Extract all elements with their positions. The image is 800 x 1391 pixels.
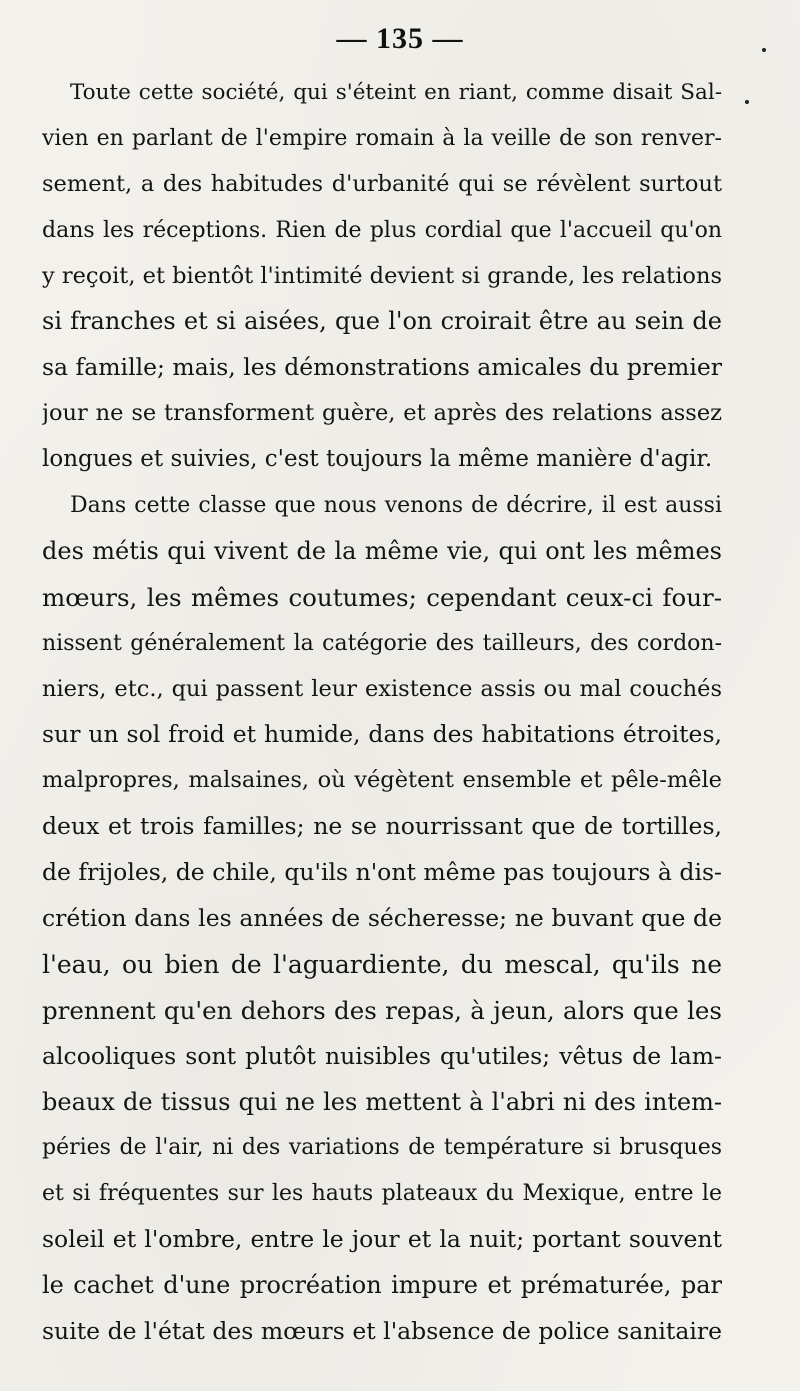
text-line: niers, etc., qui passent leur existence assis ou mal couchés xyxy=(42,675,722,702)
text-line: sur un sol froid et humide, dans des habitations étroites, xyxy=(42,720,722,749)
text-line: des métis qui vivent de la même vie, qui ont les mêmes xyxy=(42,536,722,565)
text-line: Dans cette classe que nous venons de décrire, il est aussi xyxy=(70,493,722,519)
paragraph-2 xyxy=(42,483,722,1355)
text-line: beaux de tissus qui ne les mettent à l'abri ni des intem- xyxy=(42,1087,722,1116)
text-line: le cachet d'une procréation impure et prématurée, par xyxy=(42,1271,722,1300)
text-line: mœurs, les mêmes coutumes; cependant ceux-ci four- xyxy=(42,582,722,612)
text-line: alcooliques sont plutôt nuisibles qu'utiles; vêtus de lam- xyxy=(42,1041,722,1070)
text-line: prennent qu'en dehors des repas, à jeun, alors que les xyxy=(42,995,722,1025)
text-line: crétion dans les années de sécheresse; ne buvant que de xyxy=(42,904,722,933)
text-line: jour ne se transforment guère, et après des relations assez xyxy=(42,400,722,427)
text-line: longues et suivies, c'est toujours la même manière d'agir. xyxy=(42,446,713,473)
text-line: de frijoles, de chile, qu'ils n'ont même pas toujours à dis- xyxy=(42,858,722,887)
text-line: suite de l'état des mœurs et l'absence de police sanitaire xyxy=(42,1317,722,1346)
paragraph-1 xyxy=(42,70,722,483)
text-line: sement, a des habitudes d'urbanité qui se révèlent surtout xyxy=(42,170,722,197)
text-line: si franches et si aisées, que l'on croirait être au sein de xyxy=(42,307,722,336)
text-line: et si fréquentes sur les hauts plateaux du Mexique, entre le xyxy=(42,1181,722,1207)
ink-speck xyxy=(745,100,749,104)
text-line: nissent généralement la catégorie des tailleurs, des cordon- xyxy=(42,630,722,656)
text-line: Toute cette société, qui s'éteint en riant, comme disait Sal- xyxy=(70,80,722,105)
body-text xyxy=(42,70,722,1355)
text-line: malpropres, malsaines, où végètent ensemble et pêle-mêle xyxy=(42,767,722,794)
text-line: dans les réceptions. Rien de plus cordial que l'accueil qu'on xyxy=(42,217,722,243)
text-line: l'eau, ou bien de l'aguardiente, du mescal, qu'ils ne xyxy=(42,949,722,979)
page-number: — 135 — xyxy=(336,22,464,55)
text-line: soleil et l'ombre, entre le jour et la nuit; portant souvent xyxy=(42,1225,722,1254)
text-line: sa famille; mais, les démonstrations amicales du premier xyxy=(42,353,722,382)
text-line: péries de l'air, ni des variations de température si brusques xyxy=(42,1135,722,1161)
text-line: y reçoit, et bientôt l'intimité devient si grande, les relations xyxy=(42,262,722,289)
text-line: deux et trois familles; ne se nourrissant que de tortilles, xyxy=(42,812,722,841)
ink-speck xyxy=(762,48,766,52)
text-line: vien en parlant de l'empire romain à la veille de son renver- xyxy=(42,125,722,151)
